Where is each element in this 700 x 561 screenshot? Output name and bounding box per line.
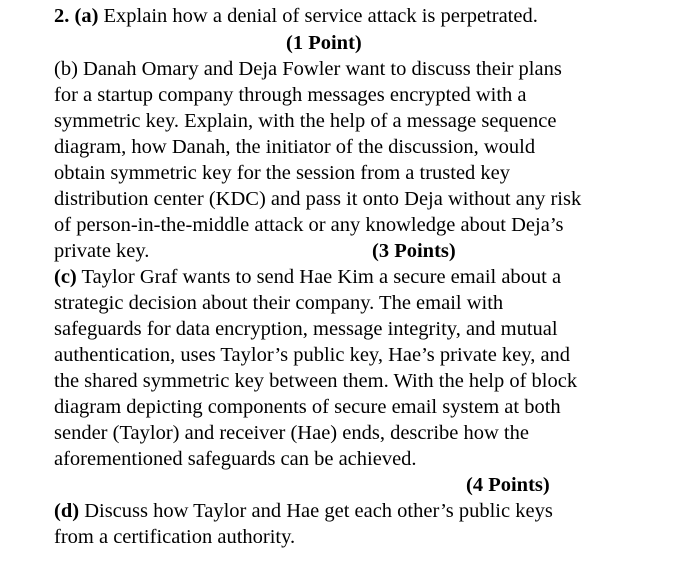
part-c-line-3: safeguards for data encryption, message integrity, and mutual [54, 318, 558, 340]
question-number: 2. [54, 5, 70, 27]
part-c-points: (4 Points) [466, 474, 550, 496]
part-d-line-2: from a certification authority. [54, 526, 296, 548]
part-d-line-1 [54, 498, 553, 524]
part-b-line-4: diagram, how Danah, the initiator of the discussion, would [54, 136, 536, 158]
part-b-line-6: distribution center (KDC) and pass it onto Deja without any risk [54, 188, 582, 210]
part-d-line-1-text: Discuss how Taylor and Hae get each other’s public keys [84, 500, 553, 522]
part-c-line-8: aforementioned safeguards can be achieved. [54, 448, 417, 470]
part-b-line-2: for a startup company through messages encrypted with a [54, 84, 527, 106]
part-a-text: Explain how a denial of service attack is perpetrated. [103, 5, 538, 27]
part-b-line-8: private key. [54, 240, 150, 262]
part-c-line-4: authentication, uses Taylor’s public key, Hae’s private key, and [54, 344, 571, 366]
part-c-line-6: diagram depicting components of secure email system at both [54, 396, 561, 418]
part-a-points: (1 Point) [286, 32, 362, 54]
part-c-line-5: the shared symmetric key between them. With the help of block [54, 370, 578, 392]
part-c-line-1-text: Taylor Graf wants to send Hae Kim a secure email about a [81, 266, 562, 288]
part-c-label: (c) [54, 266, 77, 288]
part-b-points: (3 Points) [372, 240, 456, 262]
part-d-label: (d) [54, 500, 80, 522]
part-c-line-2: strategic decision about their company. The email with [54, 292, 504, 314]
part-b-line-5: obtain symmetric key for the session from a trusted key [54, 162, 511, 184]
part-c-line-1 [54, 264, 561, 290]
part-c-line-7: sender (Taylor) and receiver (Hae) ends, describe how the [54, 422, 529, 444]
question-a-line [54, 3, 538, 29]
part-b-line-1: (b) Danah Omary and Deja Fowler want to discuss their plans [54, 58, 562, 80]
part-b-line-3: symmetric key. Explain, with the help of a message sequence [54, 110, 557, 132]
part-b-line-7: of person-in-the-middle attack or any knowledge about Deja’s [54, 214, 564, 236]
part-a-label: (a) [74, 5, 99, 27]
